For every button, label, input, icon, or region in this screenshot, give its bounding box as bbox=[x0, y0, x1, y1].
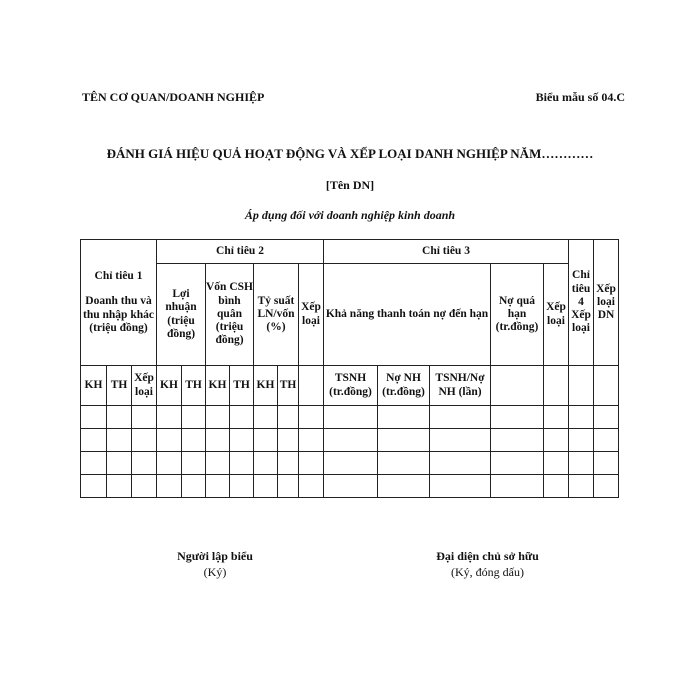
table-cell bbox=[254, 452, 278, 475]
table-cell bbox=[544, 429, 569, 452]
owner-signature bbox=[400, 548, 575, 580]
table-cell bbox=[569, 406, 594, 429]
table-cell bbox=[430, 406, 491, 429]
table-cell bbox=[254, 429, 278, 452]
table-row bbox=[81, 406, 619, 429]
solvency-header: Khả năng thanh toán nợ đến hạn bbox=[324, 264, 491, 366]
table-cell bbox=[594, 429, 619, 452]
table-cell bbox=[278, 475, 299, 498]
table-cell bbox=[378, 452, 430, 475]
table-cell bbox=[491, 475, 544, 498]
table-cell bbox=[594, 406, 619, 429]
table-cell bbox=[299, 452, 324, 475]
table-cell bbox=[278, 429, 299, 452]
table-row bbox=[81, 475, 619, 498]
overdue-debt-header: Nợ quá hạn (tr.đồng) bbox=[491, 264, 544, 366]
sub-kh: KH bbox=[254, 366, 278, 406]
profit-ratio-header: Tỷ suất LN/vốn (%) bbox=[254, 264, 299, 366]
table-cell bbox=[299, 429, 324, 452]
table-cell bbox=[182, 475, 206, 498]
sub-empty bbox=[299, 366, 324, 406]
table-cell bbox=[378, 406, 430, 429]
table-cell bbox=[569, 429, 594, 452]
table-cell bbox=[430, 452, 491, 475]
table-cell bbox=[230, 452, 254, 475]
table-cell bbox=[430, 475, 491, 498]
table-cell bbox=[569, 475, 594, 498]
table-cell bbox=[230, 475, 254, 498]
sub-th: TH bbox=[230, 366, 254, 406]
table-cell bbox=[182, 429, 206, 452]
table-cell bbox=[491, 452, 544, 475]
table-cell bbox=[206, 475, 230, 498]
table-cell bbox=[324, 475, 378, 498]
table-cell bbox=[324, 452, 378, 475]
sub-empty bbox=[544, 366, 569, 406]
table-cell bbox=[544, 475, 569, 498]
table-cell bbox=[544, 452, 569, 475]
table-cell bbox=[157, 475, 182, 498]
table-cell bbox=[324, 406, 378, 429]
table-cell bbox=[81, 406, 107, 429]
table-cell bbox=[182, 406, 206, 429]
sub-th: TH bbox=[278, 366, 299, 406]
table-cell bbox=[430, 429, 491, 452]
table-cell bbox=[182, 452, 206, 475]
evaluation-table bbox=[80, 239, 619, 498]
table-cell bbox=[81, 452, 107, 475]
sub-short-term-debt: Nợ NH (tr.đồng) bbox=[378, 366, 430, 406]
table-cell bbox=[132, 429, 157, 452]
preparer-signature bbox=[140, 548, 290, 580]
table-cell bbox=[491, 429, 544, 452]
table-cell bbox=[299, 406, 324, 429]
sub-kh: KH bbox=[206, 366, 230, 406]
table-cell bbox=[278, 452, 299, 475]
profit-header: Lợi nhuận (triệu đồng) bbox=[157, 264, 206, 366]
sub-kh: KH bbox=[157, 366, 182, 406]
table-cell bbox=[157, 406, 182, 429]
criterion-3-title: Chỉ tiêu 3 bbox=[324, 240, 569, 264]
table-cell bbox=[378, 429, 430, 452]
preparer-note: (Ký) bbox=[203, 565, 227, 580]
sub-th: TH bbox=[107, 366, 132, 406]
sub-empty bbox=[594, 366, 619, 406]
table-cell bbox=[378, 475, 430, 498]
table-cell bbox=[569, 452, 594, 475]
table-cell bbox=[157, 429, 182, 452]
organization-name: TÊN CƠ QUAN/DOANH NGHIỆP bbox=[82, 90, 265, 104]
sub-kh: KH bbox=[81, 366, 107, 406]
equity-header: Vốn CSH bình quân (triệu đồng) bbox=[206, 264, 254, 366]
table-cell bbox=[278, 406, 299, 429]
sub-th: TH bbox=[182, 366, 206, 406]
table-cell bbox=[206, 452, 230, 475]
applies-to: Áp dụng đối với doanh nghiệp kinh doanh bbox=[244, 208, 456, 222]
criterion-1-desc: Doanh thu và thu nhập khác (triệu đồng) bbox=[83, 295, 154, 334]
table-cell bbox=[230, 406, 254, 429]
criterion-1-header bbox=[81, 240, 157, 366]
table-cell bbox=[107, 452, 132, 475]
criterion-3-rank-header: Xếp loại bbox=[544, 264, 569, 366]
table-cell bbox=[81, 475, 107, 498]
table-cell bbox=[254, 475, 278, 498]
criterion-4-header: Chỉ tiêu 4 Xếp loại bbox=[569, 240, 594, 366]
table-cell bbox=[594, 475, 619, 498]
table-cell bbox=[132, 452, 157, 475]
table-cell bbox=[230, 429, 254, 452]
table-row bbox=[81, 452, 619, 475]
document-title: ĐÁNH GIÁ HIỆU QUẢ HOẠT ĐỘNG VÀ XẾP LOẠI DANH NGHIỆP NĂM………… bbox=[106, 146, 594, 161]
table-cell bbox=[107, 475, 132, 498]
criterion-2-title: Chỉ tiêu 2 bbox=[157, 240, 324, 264]
table-cell bbox=[491, 406, 544, 429]
sub-tsnh: TSNH (tr.đồng) bbox=[324, 366, 378, 406]
form-number: Biểu mẫu số 04.C bbox=[535, 90, 625, 104]
table-cell bbox=[299, 475, 324, 498]
owner-title: Đại diện chủ sở hữu bbox=[436, 549, 539, 563]
table-cell bbox=[324, 429, 378, 452]
criterion-1-title: Chỉ tiêu 1 bbox=[94, 270, 143, 283]
table-cell bbox=[81, 429, 107, 452]
table-cell bbox=[254, 406, 278, 429]
enterprise-name: [Tên DN] bbox=[325, 178, 375, 192]
table-row bbox=[81, 429, 619, 452]
sub-rank: Xếp loại bbox=[132, 366, 157, 406]
table-cell bbox=[157, 452, 182, 475]
owner-note: (Ký, đóng dấu) bbox=[451, 565, 524, 580]
table-cell bbox=[206, 429, 230, 452]
criterion-2-rank-header: Xếp loại bbox=[299, 264, 324, 366]
preparer-title: Người lập biểu bbox=[177, 549, 253, 563]
table-cell bbox=[132, 406, 157, 429]
sub-empty bbox=[569, 366, 594, 406]
table-cell bbox=[107, 429, 132, 452]
final-rank-header: Xếp loại DN bbox=[594, 240, 619, 366]
table-cell bbox=[594, 452, 619, 475]
table-cell bbox=[206, 406, 230, 429]
sub-empty bbox=[491, 366, 544, 406]
table-cell bbox=[107, 406, 132, 429]
table-cell bbox=[544, 406, 569, 429]
sub-liquidity-ratio: TSNH/Nợ NH (lần) bbox=[430, 366, 491, 406]
table-cell bbox=[132, 475, 157, 498]
